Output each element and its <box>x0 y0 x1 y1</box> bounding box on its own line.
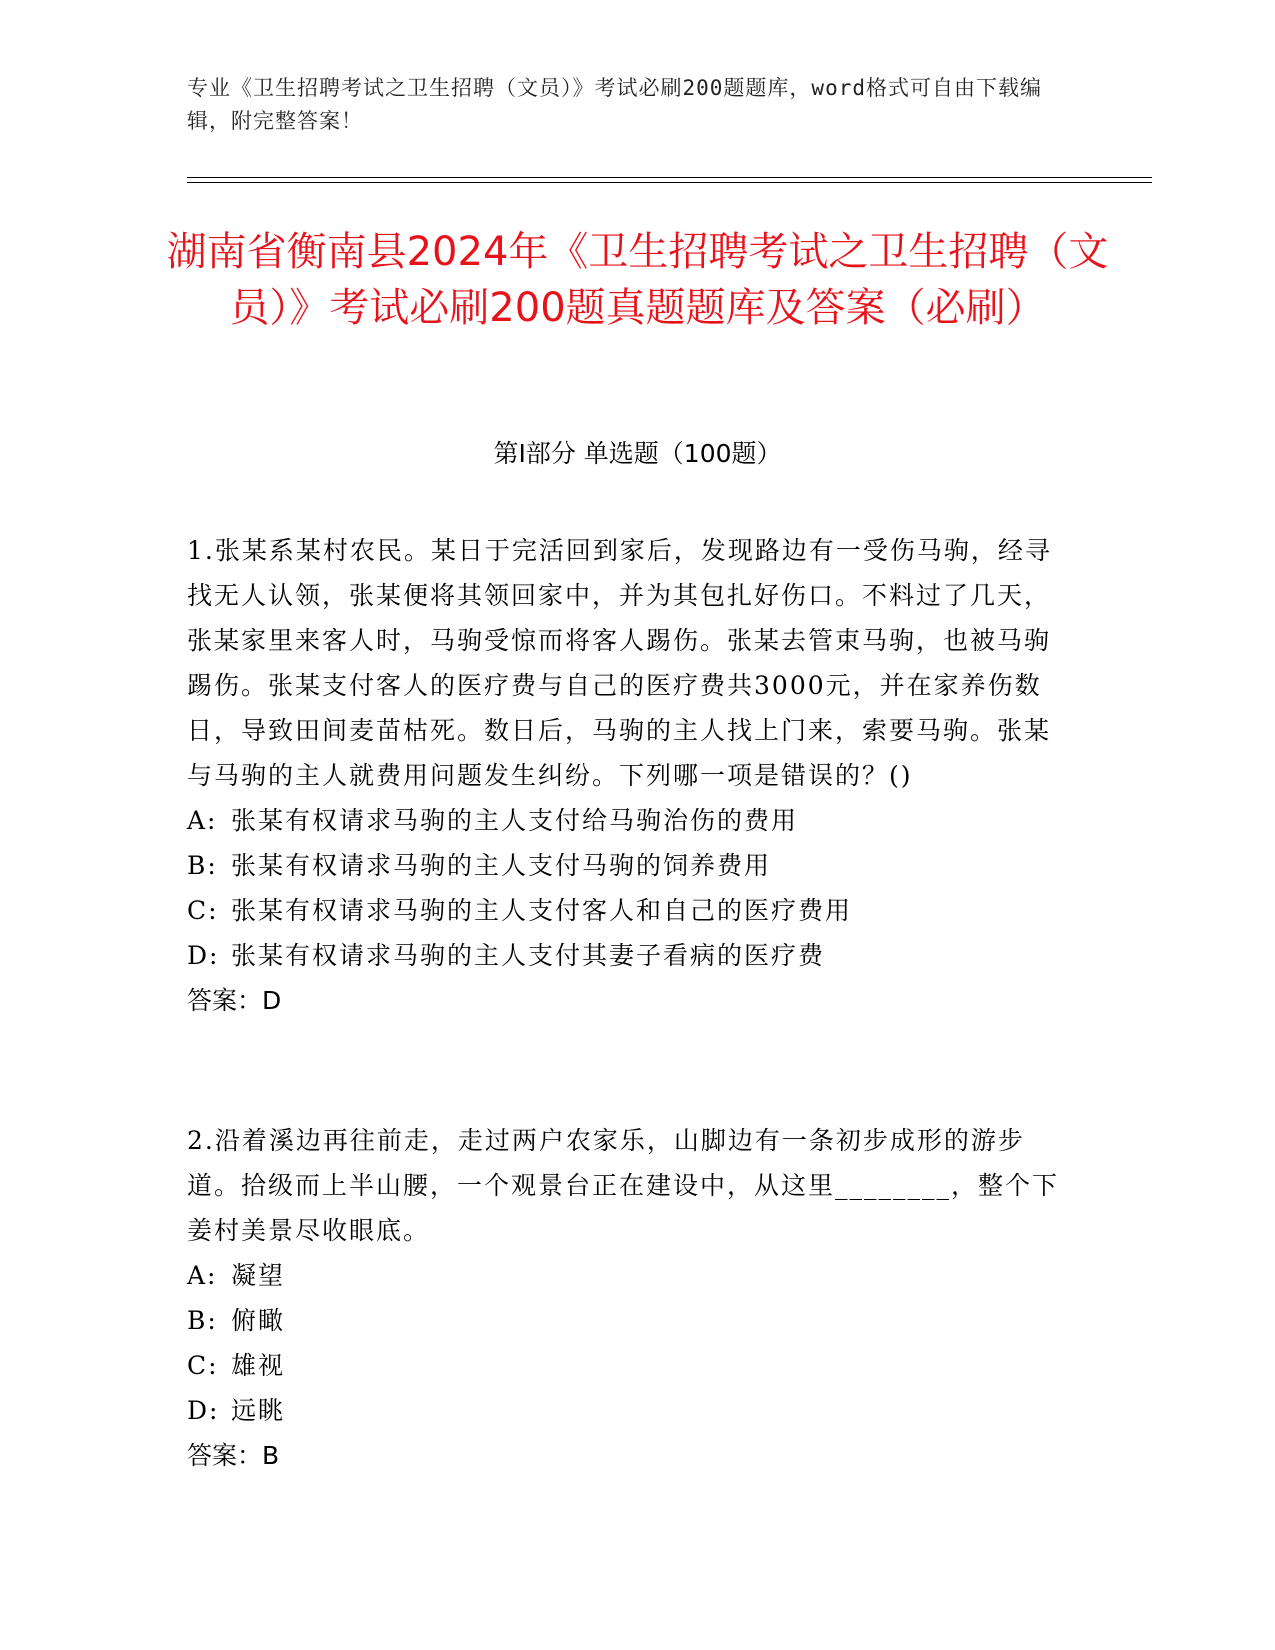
option-key: B: <box>187 1306 218 1335</box>
answer-line: 答案：B <box>187 1441 280 1470</box>
option-c <box>187 1343 1067 1388</box>
header-rule-bottom <box>187 182 1152 183</box>
option-b <box>187 1298 1067 1343</box>
option-a <box>187 798 1067 843</box>
option-text: 远眺 <box>231 1396 286 1425</box>
option-text: 张某有权请求马驹的主人支付其妻子看病的医疗费 <box>231 941 826 970</box>
question-stem: 1.张某系某村农民。某日于完活回到家后，发现路边有一受伤马驹，经寻找无人认领，张某便将其领回家中，并为其包扎好伤口。不料过了几天，张某家里来客人时，马驹受惊而将客人踢伤。张某去管束马驹，也被马驹踢伤。张某支付客人的医疗费与自己的医疗费共3000元，并在家养伤数日，导致田间麦苗枯死。数日后，马驹的主人找上门来，索要马驹。张某与马驹的主人就费用问题发生纠纷。下列哪一项是错误的？() <box>187 536 1052 790</box>
option-key: B: <box>187 851 218 880</box>
document-title: 湖南省衡南县2024年《卫生招聘考试之卫生招聘（文员）》考试必刷200题真题题库及答案（必刷） <box>166 229 1109 331</box>
option-text: 俯瞰 <box>231 1306 286 1335</box>
option-d <box>187 1388 1067 1433</box>
option-key: C: <box>187 896 219 925</box>
option-d <box>187 933 1067 978</box>
option-key: D: <box>187 941 220 970</box>
option-key: D: <box>187 1396 220 1425</box>
option-text: 雄视 <box>231 1351 286 1380</box>
option-key: A: <box>187 806 218 835</box>
option-key: C: <box>187 1351 219 1380</box>
option-b <box>187 843 1067 888</box>
question-1 <box>187 528 1067 1023</box>
option-c <box>187 888 1067 933</box>
option-text: 张某有权请求马驹的主人支付马驹的饲养费用 <box>231 851 772 880</box>
question-2 <box>187 1118 1067 1478</box>
question-stem: 2.沿着溪边再往前走，走过两户农家乐，山脚边有一条初步成形的游步道。拾级而上半山腰，一个观景台正在建设中，从这里________，整个下姜村美景尽收眼底。 <box>187 1126 1060 1245</box>
option-text: 张某有权请求马驹的主人支付客人和自己的医疗费用 <box>231 896 853 925</box>
header-rule-top <box>187 177 1152 178</box>
section-heading: 第I部分 单选题（100题） <box>493 439 782 468</box>
option-text: 张某有权请求马驹的主人支付给马驹治伤的费用 <box>231 806 799 835</box>
answer-line: 答案：D <box>187 986 282 1015</box>
option-a <box>187 1253 1067 1298</box>
option-text: 凝望 <box>231 1261 286 1290</box>
header-note: 专业《卫生招聘考试之卫生招聘（文员）》考试必刷200题题库，word格式可自由下载编辑，附完整答案！ <box>187 76 1042 133</box>
option-key: A: <box>187 1261 218 1290</box>
